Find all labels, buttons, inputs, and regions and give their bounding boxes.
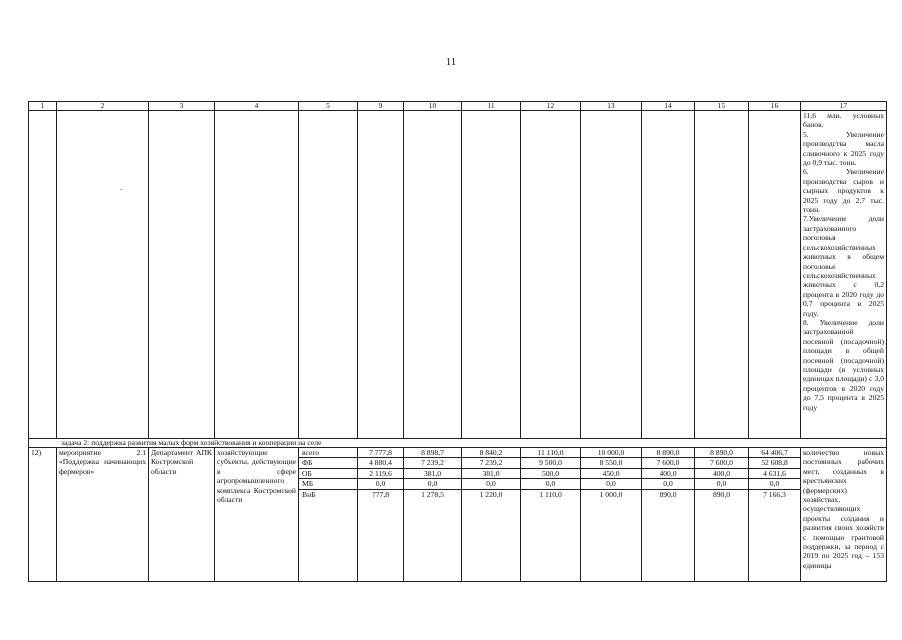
value-cell: 381,0 — [462, 469, 520, 479]
col-header: 2 — [57, 102, 149, 111]
value-cell: 8 890,0 — [642, 448, 694, 458]
value-cell: 7 166,3 — [763, 489, 786, 499]
value-cell: 890,0 — [659, 489, 677, 499]
value-cell: 0,0 — [749, 479, 800, 489]
value-cell: 10 000,0 — [581, 448, 641, 458]
measure-indicator: количество новых постоянных рабочих мест, созданных в крестьянских (фермерских) хозяйствах, осуществляющих проекты создания и развития своих хозяйств с помощью грантовой поддержки, за период с 2019 по 2025 год – 153 единицы — [801, 448, 887, 582]
indicator-item: 11,6 млн. условных банок. — [803, 111, 884, 130]
measure-participants: хозяйствующие субъекты, действующие в сфере агропромышленного комплекса Костромской области — [215, 448, 299, 582]
page-number: 11 — [445, 56, 457, 68]
value-cell: 7 600,0 — [695, 458, 748, 468]
value-cell: 7 777,8 — [358, 448, 403, 458]
program-table — [28, 101, 887, 582]
col-header: 1 — [29, 102, 57, 111]
value-cell: 7 239,2 — [404, 458, 461, 468]
value-cell: 8 550,0 — [581, 458, 641, 468]
source-label: ОБ — [299, 469, 357, 479]
value-cell: 8 840,2 — [462, 448, 520, 458]
value-cell: 381,0 — [404, 469, 461, 479]
task-row — [29, 439, 887, 448]
col-header: 11 — [462, 102, 521, 111]
source-label: ВнБ — [302, 489, 316, 499]
value-cell: 4 631,6 — [749, 469, 800, 479]
indicator-item: 8. Увеличение доли застрахованной посевной (посадочной) площади в общей посевной (посадочной) площади (в условных единицах площади) с 3,0 процентов в 2020 году до 7,5 процента в 2025 году — [803, 317, 884, 412]
continued-indicators — [801, 111, 887, 439]
value-cell: 9 500,0 — [521, 458, 580, 468]
value-cell: 11 110,0 — [521, 448, 580, 458]
value-cell: 890,0 — [712, 489, 731, 499]
col-header: 15 — [695, 102, 749, 111]
funding-sources — [299, 448, 357, 499]
col-header: 5 — [299, 102, 358, 111]
value-cell: 0,0 — [642, 479, 694, 489]
indicator-item: 6. Увеличение производства сыров и сырных продуктов к 2025 году до 2,7 тыс. тонн. — [803, 167, 884, 215]
value-cell: 0,0 — [521, 479, 580, 489]
task-title: задача 2: поддержка развития малых форм хозяйствования и кооперации на селе — [29, 439, 887, 448]
value-cell: 500,0 — [521, 469, 580, 479]
col-header: 14 — [642, 102, 695, 111]
value-cell: 777,8 — [371, 489, 390, 499]
measure-row — [29, 448, 887, 582]
measure-name: мероприятие 2.1 «Поддержка начинающих фермеров» — [57, 448, 149, 582]
value-cell: 7 239,2 — [462, 458, 520, 468]
value-cell: 1 278,5 — [421, 489, 444, 499]
value-cell: 400,0 — [642, 469, 694, 479]
values-col-15 — [695, 448, 748, 499]
values-col-14 — [642, 448, 694, 499]
col-header: 17 — [801, 102, 887, 111]
col-header: 3 — [149, 102, 215, 111]
value-cell: 0,0 — [462, 479, 520, 489]
value-cell: 0,0 — [581, 479, 641, 489]
values-col-11 — [462, 448, 520, 499]
source-label: всего — [299, 448, 357, 458]
value-cell: 450,0 — [581, 469, 641, 479]
scan-artifact — [120, 189, 123, 190]
value-cell: 64 406,7 — [749, 448, 800, 458]
column-number-row — [29, 102, 887, 111]
value-cell: 4 880,4 — [358, 458, 403, 468]
col-header: 13 — [581, 102, 642, 111]
value-cell: 1 220,0 — [479, 489, 503, 499]
measure-executor: Департамент АПК Костромской области — [149, 448, 215, 582]
col-header: 9 — [358, 102, 404, 111]
values-col-10 — [404, 448, 461, 499]
value-cell: 400,0 — [695, 469, 748, 479]
value-cell: 8 890,0 — [695, 448, 748, 458]
indicator-item: 7.Увеличение доли застрахованного поголовья сельскохозяйственных животных в общем поголовье сельскохозяйственных животных с 0,2 процента в 2020 году до 0,7 процента в 2025 году. — [803, 214, 884, 318]
value-cell: 0,0 — [358, 479, 403, 489]
value-cell: 2 119,6 — [358, 469, 403, 479]
indicator-item: 5. Увеличение производства масла сливочного к 2025 году до 0,9 тыс. тонн. — [803, 129, 884, 168]
values-col-13 — [581, 448, 641, 499]
source-label: ФБ — [299, 458, 357, 468]
col-header: 10 — [404, 102, 462, 111]
value-cell: 7 600,0 — [642, 458, 694, 468]
value-cell: 8 898,7 — [404, 448, 461, 458]
col-header: 4 — [215, 102, 299, 111]
value-cell: 1 000,0 — [599, 489, 623, 499]
continued-row — [29, 111, 887, 439]
col-header: 16 — [749, 102, 801, 111]
value-cell: 0,0 — [695, 479, 748, 489]
values-col-9 — [358, 448, 403, 499]
value-cell: 52 608,8 — [749, 458, 800, 468]
values-col-12 — [521, 448, 580, 499]
value-cell: 0,0 — [404, 479, 461, 489]
values-col-16 — [749, 448, 800, 499]
source-label: МБ — [299, 479, 357, 489]
col-header: 12 — [521, 102, 581, 111]
value-cell: 1 110,0 — [539, 489, 562, 499]
measure-number: 12) — [29, 448, 57, 582]
